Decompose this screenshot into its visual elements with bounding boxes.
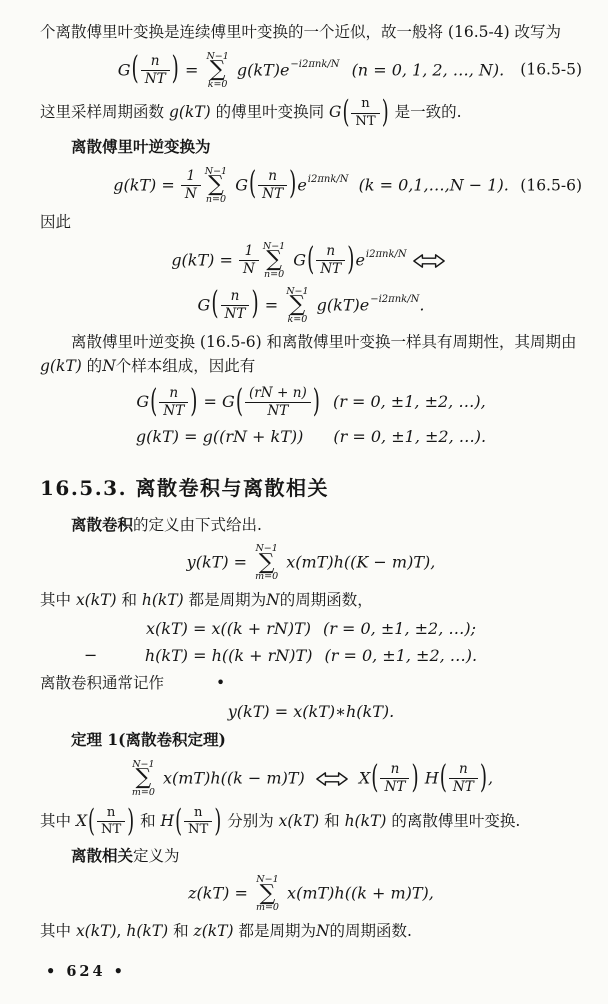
stray-dash-mark: − [84, 645, 98, 665]
fraction [131, 50, 180, 88]
paragraph [40, 844, 582, 869]
text-run: 离散卷积通常记作 [40, 673, 165, 692]
sum-lower-limit: k=0 [287, 313, 308, 325]
fraction-bar-group [159, 385, 188, 420]
text-run: 都是周期为 [233, 921, 316, 940]
summation [286, 287, 308, 325]
open-paren: ( [439, 759, 447, 796]
numerator: n [351, 96, 379, 113]
summation [263, 242, 285, 280]
summation [132, 760, 155, 798]
summation [206, 52, 228, 90]
open-paren: ( [131, 50, 139, 88]
sigma-icon: ∑ [259, 880, 276, 906]
text-run: x(kT) [278, 811, 320, 830]
text-run: x(kT) = x((k + rN)T) [145, 619, 312, 639]
text-run: 其中 [40, 590, 76, 609]
fraction [248, 165, 297, 203]
text-run: H [419, 768, 439, 788]
exponent: −i2πnk/N [370, 293, 420, 305]
equation-number: (16.5-6) [520, 176, 582, 195]
bold-text: 定理 1(离散卷积定理) [71, 730, 226, 750]
text-run: (r = 0, ±1, ±2, …). [324, 645, 478, 665]
close-paren: ) [289, 165, 297, 203]
close-paren: ) [411, 759, 419, 796]
spacer [321, 406, 333, 407]
bold-text: 离散相关 [71, 845, 134, 865]
fraction [370, 761, 419, 796]
formula-line [40, 242, 582, 280]
close-paren: ) [171, 50, 179, 88]
fraction [149, 385, 198, 420]
denominator: NT [384, 779, 406, 796]
formula-line [40, 427, 582, 446]
formula-line [40, 702, 582, 721]
fraction [238, 243, 260, 278]
fraction [180, 168, 202, 203]
open-paren: ( [211, 285, 219, 323]
sigma-icon: ∑ [135, 765, 152, 791]
open-paren: ( [371, 759, 379, 796]
text-run: (n = 0, 1, 2, …, N). [351, 59, 505, 79]
transform-pair-arrow-icon [315, 771, 349, 787]
sum-upper-limit: N−1 [262, 240, 286, 252]
text-run: N [315, 921, 330, 940]
text-run: = G [198, 392, 235, 412]
spacer [340, 74, 352, 75]
paragraph [40, 331, 582, 378]
formula-line [40, 760, 582, 798]
close-paren: ) [127, 802, 135, 840]
text-run: 和 [168, 921, 194, 940]
formula-line [40, 646, 582, 665]
text-run: (r = 0, ±1, ±2, …), [332, 392, 486, 412]
close-paren: ) [214, 802, 222, 840]
paragraph [40, 672, 582, 696]
fraction [235, 385, 321, 420]
fraction-bar-group [316, 243, 345, 278]
text-run: , [488, 768, 494, 788]
fraction [210, 285, 259, 323]
denominator: NT [100, 822, 122, 838]
text-run: y(kT) = x(kT)∗h(kT). [227, 702, 395, 722]
formula-line [40, 385, 582, 420]
text-run: 其中 [40, 921, 76, 940]
text-run: 的定义由下式给出. [133, 515, 262, 534]
sigma-icon: ∑ [208, 172, 224, 198]
close-paren: ) [381, 94, 389, 131]
numerator: n [258, 168, 287, 186]
sigma-icon: ∑ [266, 247, 282, 273]
sum-upper-limit: N−1 [286, 285, 309, 297]
text-run: • [216, 673, 226, 692]
text-run: N [266, 590, 280, 609]
text-run: G [117, 59, 131, 79]
fraction-bar-group [258, 168, 287, 203]
text-run: (r = 0, ±1, ±2, …); [323, 619, 476, 639]
exponent: i2πnk/N [365, 249, 407, 261]
numerator: n [316, 243, 345, 261]
open-paren: ( [307, 241, 315, 278]
text-run: (k = 0,1,…,N − 1). [358, 175, 509, 195]
text-run: 因此 [40, 213, 72, 232]
fraction-bar-group [97, 805, 125, 839]
text-run: e [297, 175, 307, 195]
close-paren: ) [251, 285, 259, 323]
sum-lower-limit: n=0 [263, 269, 285, 281]
sum-lower-limit: k=0 [207, 78, 228, 90]
text-run: g(kT)e [311, 294, 370, 314]
denominator: NT [267, 403, 289, 420]
formula-line [40, 875, 582, 913]
denominator: NT [355, 113, 376, 129]
numerator: n [97, 805, 125, 822]
denominator: NT [224, 305, 246, 322]
text-run: 的周期函数， [279, 590, 373, 609]
text-run: g(kT) = [171, 250, 238, 270]
sigma-icon: ∑ [209, 57, 226, 83]
sum-upper-limit: N−1 [132, 758, 155, 770]
paragraph [40, 802, 582, 840]
paragraph [40, 211, 582, 235]
text-run: 是一致的. [389, 103, 462, 122]
numerator: n [380, 761, 409, 779]
paragraph [40, 21, 582, 45]
fraction-bar-group [184, 805, 212, 839]
text-run: x(mT)h((K − m)T), [281, 552, 436, 572]
close-paren: ) [347, 241, 355, 278]
sigma-icon: ∑ [289, 292, 306, 318]
fraction [439, 761, 488, 796]
sum-lower-limit: m=0 [255, 571, 279, 583]
paragraph [40, 728, 582, 753]
text-run: x(kT) [75, 590, 117, 609]
text-run: 个样本组成，因此有 [115, 356, 256, 375]
denominator: NT [452, 779, 474, 796]
denominator: N [242, 261, 255, 278]
fraction [174, 802, 222, 840]
text-run: G [230, 175, 248, 195]
numerator: n [221, 288, 250, 306]
text-run: = [259, 294, 284, 314]
text-run: = [179, 59, 204, 79]
paragraph [40, 135, 582, 160]
fraction-bar-group [181, 168, 201, 203]
text-run: , [116, 921, 127, 940]
open-paren: ( [342, 94, 350, 131]
open-paren: ( [235, 383, 243, 421]
exponent: −i2πnk/N [290, 58, 340, 70]
text-run: 的离散傅里叶变换. [386, 811, 521, 830]
spacer [349, 189, 359, 190]
text-run: (r = 0, ±1, ±2, …). [333, 427, 487, 447]
denominator: NT [262, 186, 284, 203]
summation [255, 544, 278, 582]
text-run: g(kT) [168, 103, 211, 122]
page-content [40, 21, 582, 943]
text-run: H [160, 811, 175, 830]
paragraph [40, 920, 582, 944]
close-paren: ) [312, 383, 320, 421]
text-run: 和 [116, 590, 142, 609]
text-run: g(kT) [40, 356, 82, 375]
sigma-icon: ∑ [258, 549, 275, 575]
numerator: n [449, 761, 478, 779]
text-run: 离散傅里叶逆变换 (16.5-6) 和离散傅里叶变换一样具有周期性，其周期由 [71, 333, 582, 352]
text-run: y(kT) = [186, 552, 253, 572]
open-paren: ( [150, 383, 158, 421]
text-run: g(kT) = g((rN + kT)) [135, 427, 304, 447]
text-run: 的傅里叶变换同 [210, 103, 330, 122]
section-heading [40, 472, 582, 501]
text-run: 个离散傅里叶变换是连续傅里叶变换的一个近似，故一般将 (16.5-4) 改写为 [40, 23, 562, 41]
text-run: 定义为 [133, 846, 180, 865]
formula-line [40, 52, 582, 90]
text-run: 都是周期为 [183, 590, 267, 609]
numerator: (rN + n) [245, 385, 311, 403]
summation [256, 875, 279, 913]
close-paren: ) [190, 383, 198, 421]
open-paren: ( [87, 802, 95, 840]
fraction-bar-group [221, 288, 250, 323]
text-run: 和 [135, 811, 161, 830]
fraction [341, 96, 389, 130]
formula-line [40, 167, 582, 205]
page-number: • 624 • [46, 963, 126, 980]
text-run: 的周期函数. [329, 921, 412, 940]
bold-text: 离散傅里叶逆变换为 [71, 137, 211, 157]
spacer [312, 660, 324, 661]
sum-upper-limit: N−1 [255, 543, 278, 555]
text-run: 其中 [40, 811, 76, 830]
exponent: i2πnk/N [307, 174, 349, 186]
sum-lower-limit: m=0 [131, 787, 155, 799]
fraction-bar-group [245, 385, 311, 420]
open-paren: ( [248, 165, 257, 203]
text-run: z(kT) [193, 921, 234, 940]
text-run: X [353, 768, 371, 788]
paragraph [40, 513, 582, 538]
text-run: h(kT) [344, 811, 387, 830]
spacer [311, 633, 323, 634]
numerator: n [159, 385, 188, 403]
text-run: x(mT)h((k − m)T) [157, 768, 310, 788]
transform-pair-arrow-icon [412, 253, 446, 269]
text-run: x(kT) [75, 921, 117, 940]
text-run: 和 [319, 811, 345, 830]
text-run: h(kT) [141, 590, 184, 609]
numerator: n [141, 53, 170, 71]
fraction [306, 243, 355, 278]
numerator: 1 [181, 168, 201, 186]
text-run: G [197, 294, 211, 314]
sum-lower-limit: n=0 [205, 193, 226, 205]
text-run: h(kT) = h((k + rN)T) [144, 645, 313, 665]
denominator: NT [188, 822, 209, 838]
sum-upper-limit: N−1 [206, 50, 229, 62]
denominator: NT [144, 70, 166, 87]
summation [205, 167, 227, 205]
close-paren: ) [479, 759, 488, 796]
text-run: 这里采样周期函数 [40, 103, 169, 122]
sum-upper-limit: N−1 [256, 874, 279, 886]
text-run: 的 [81, 356, 103, 375]
fraction-bar-group [449, 761, 478, 796]
text-run: X [75, 811, 87, 830]
text-run: G [136, 392, 150, 412]
text-run: 分别为 [222, 811, 279, 830]
formula-line [40, 619, 582, 638]
formula-line [40, 544, 582, 582]
text-run: h(kT) [126, 921, 169, 940]
fraction-bar-group [351, 96, 379, 130]
text-run: G [288, 250, 307, 270]
numerator: n [184, 805, 212, 822]
formula-line [40, 287, 582, 325]
open-paren: ( [175, 802, 183, 840]
fraction-bar-group [239, 243, 259, 278]
text-run: x(mT)h((k + m)T), [281, 883, 434, 903]
paragraph [40, 96, 582, 130]
denominator: NT [163, 403, 185, 420]
spacer [303, 441, 333, 442]
text-run: G [329, 103, 342, 122]
text-run: N [102, 356, 116, 375]
fraction-bar-group [141, 53, 170, 88]
paragraph [40, 589, 582, 613]
text-run: . [419, 294, 425, 314]
numerator: 1 [239, 243, 259, 261]
spacer [164, 687, 216, 688]
fraction-bar-group [380, 761, 409, 796]
fraction [87, 802, 135, 840]
denominator: NT [320, 261, 342, 278]
bold-text: 16.5.3. 离散卷积与离散相关 [40, 475, 330, 500]
bold-text: 离散卷积 [71, 514, 134, 534]
text-run: z(kT) = [188, 883, 253, 903]
sum-upper-limit: N−1 [204, 165, 228, 177]
sum-lower-limit: m=0 [255, 902, 279, 914]
text-run: e [355, 250, 365, 270]
text-run: g(kT)e [231, 59, 290, 79]
denominator: N [184, 186, 197, 203]
text-run: g(kT) = [113, 175, 180, 195]
equation-number: (16.5-5) [520, 61, 582, 80]
